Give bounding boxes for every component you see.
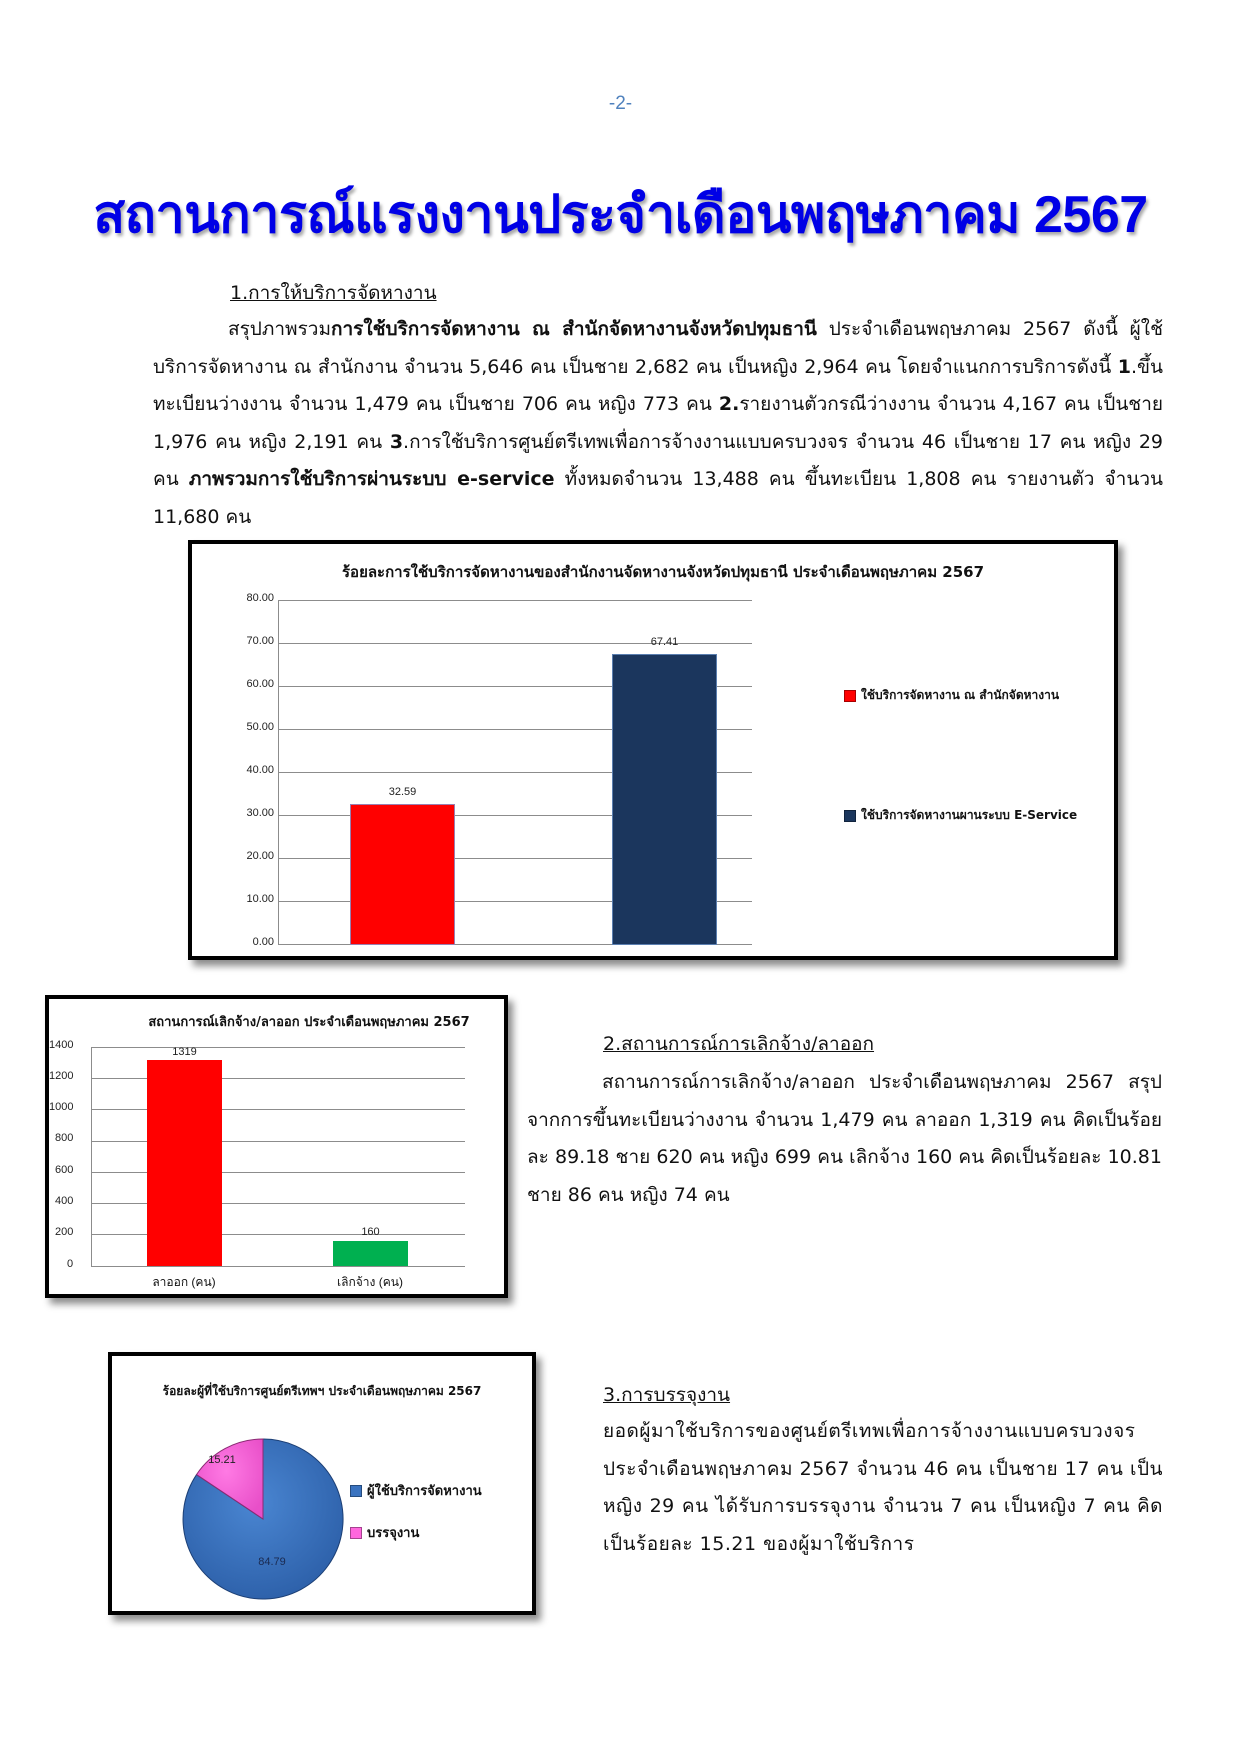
chart1-ytick: 10.00 xyxy=(246,893,274,905)
chart2-ytick: 200 xyxy=(55,1226,74,1238)
legend-label: ใช้บริการจัดหางานผานระบบ E-Service xyxy=(861,808,1078,822)
chart2-ytick: 1200 xyxy=(49,1070,74,1082)
page-number: -2- xyxy=(608,93,633,114)
legend-swatch-blue xyxy=(350,1485,362,1497)
chart1-ytick: 30.00 xyxy=(246,807,274,819)
section1-num2: 2. xyxy=(718,393,740,415)
section1-heading: 1.การให้บริการจัดหางาน xyxy=(230,282,437,304)
chart1-bar-label: 32.59 xyxy=(388,786,417,798)
chart1-ytick: 20.00 xyxy=(246,850,274,862)
chart3-title: ร้อยละผู้ที่ใช้บริการศูนย์ตรีเทพฯ ประจำเดือนพฤษภาคม 2567 xyxy=(162,1384,482,1398)
section1-text: .การใช้บริการศูนย์ตรีเทพเพื่อการจ้างงานแบบครบวงจร จำนวน 46 เป็นชาย 17 คน หญิง 29 คน xyxy=(153,430,1163,490)
legend-label: ผู้ใช้บริการจัดหางาน xyxy=(367,1484,482,1499)
chart1-y-axis xyxy=(278,600,279,945)
chart1-ytick: 40.00 xyxy=(246,764,274,776)
section1-bold-office: การใช้บริการจัดหางาน ณ สำนักจัดหางานจังหวัดปทุมธานี xyxy=(330,318,817,340)
chart1-bar-office xyxy=(350,804,455,945)
section1-text: รายงานตัวกรณีว่างงาน จำนวน 4,167 คน เป็นชาย 1,976 คน หญิง 2,191 คน xyxy=(153,393,1164,453)
chart-placement-pie xyxy=(108,1352,536,1615)
chart2-bar-terminate xyxy=(333,1241,408,1266)
chart2-xlabel: เลิกจ้าง (คน) xyxy=(337,1275,403,1289)
chart1-bar-label: 67.41 xyxy=(650,636,679,648)
chart1-title: ร้อยละการใช้บริการจัดหางานของสำนักงานจัดหางานจังหวัดปทุมธานี ประจำเดือนพฤษภาคม 2567 xyxy=(342,563,985,581)
section2-text: สรุปจากการขึ้นทะเบียนว่างงาน จำนวน 1,479 คน ลาออก 1,319 คน คิดเป็นร้อยละ 89.18 ชาย 620 คน หญิง 699 คน เลิกจ้าง 160 คน คิดเป็นร้อยละ 10.81 ชาย 86 คน หญิง 74 คน xyxy=(527,1071,1162,1206)
chart2-title: สถานการณ์เลิกจ้าง/ลาออก ประจำเดือนพฤษภาคม 2567 xyxy=(148,1015,470,1030)
section1-text: .ขึ้นทะเบียนว่างงาน จำนวน 1,479 คน เป็นชาย 706 คน หญิง 773 คน xyxy=(153,355,1163,415)
chart2-bar-resign xyxy=(147,1060,222,1266)
legend-label: ใช้บริการจัดหางาน ณ สำนักจัดหางาน xyxy=(861,688,1060,702)
page-title: สถานการณ์แรงงานประจำเดือนพฤษภาคม 2567 xyxy=(93,186,1148,244)
chart1-gridline xyxy=(278,600,752,601)
chart1-ytick: 0.00 xyxy=(252,936,274,948)
chart2-bar-label: 1319 xyxy=(172,1046,197,1058)
chart1-ytick: 60.00 xyxy=(246,678,274,690)
chart2-ytick: 1400 xyxy=(49,1039,74,1051)
section3-heading: 3.การบรรจุงาน xyxy=(603,1384,731,1406)
legend-swatch-pink xyxy=(350,1527,362,1539)
chart1-legend-office xyxy=(844,686,1059,705)
chart2-ytick: 400 xyxy=(55,1195,74,1207)
chart2-xlabel: ลาออก (คน) xyxy=(152,1275,216,1289)
legend-swatch-navy xyxy=(844,810,856,822)
chart2-bar-label: 160 xyxy=(361,1226,380,1238)
chart3-label-placed: 15.21 xyxy=(208,1454,236,1466)
section1-text: ทั้งหมดจำนวน 13,488 คน ขึ้นทะเบียน 1,808 คน รายงานตัว จำนวน 11,680 คน xyxy=(153,468,1163,528)
section1-text: ประจำเดือนพฤษภาคม 2567 ดังนี้ ผู้ใช้บริการจัดหางาน ณ สำนักงาน จำนวน 5,646 คน เป็นชาย 2,682 คน เป็นหญิง 2,964 คน โดยจำแนกการบริการดังนี้ xyxy=(153,318,1163,378)
section1-num1: 1 xyxy=(1117,355,1131,378)
section2-paragraph xyxy=(527,1064,1162,1214)
chart2-ytick: 800 xyxy=(55,1132,74,1144)
chart3-legend-placed xyxy=(350,1522,419,1543)
chart2-gridline xyxy=(91,1266,465,1267)
chart1-legend-eservice xyxy=(844,806,1077,825)
chart2-ytick: 600 xyxy=(55,1164,74,1176)
chart-termination xyxy=(45,995,508,1298)
legend-swatch-red xyxy=(844,690,856,702)
chart3-legend-users xyxy=(350,1480,482,1501)
section3-paragraph: ยอดผู้มาใช้บริการของศูนย์ตรีเทพเพื่อการจ้างงานแบบครบวงจร ประจำเดือนพฤษภาคม 2567 จำนวน 46 คน เป็นชาย 17 คน เป็นหญิง 29 คน ได้รับการบรรจุงาน จำนวน 7 คน เป็นหญิง 7 คน คิดเป็นร้อยละ 15.21 ของผู้มาใช้บริการ xyxy=(603,1420,1163,1555)
chart1-bar-eservice xyxy=(612,654,717,945)
section1-bold-eservice: ภาพรวมการใช้บริการผ่านระบบ e-service xyxy=(188,468,555,490)
section2-text: สถานการณ์การเลิกจ้าง/ลาออก ประจำเดือนพฤษภาคม 2567 xyxy=(602,1071,1114,1093)
chart2-y-axis xyxy=(91,1047,92,1267)
chart1-ytick: 50.00 xyxy=(246,721,274,733)
section1-intro: สรุปภาพรวม xyxy=(228,318,331,340)
legend-label: บรรจุงาน xyxy=(367,1526,420,1541)
chart1-ytick: 70.00 xyxy=(246,635,274,647)
chart1-ytick: 80.00 xyxy=(246,592,274,604)
section2-heading: 2.สถานการณ์การเลิกจ้าง/ลาออก xyxy=(603,1033,875,1055)
section1-num3: 3 xyxy=(389,430,404,453)
section1-paragraph xyxy=(153,311,1163,536)
chart2-ytick: 0 xyxy=(67,1258,74,1270)
chart-service-percentage xyxy=(188,540,1118,960)
chart3-label-users: 84.79 xyxy=(258,1556,286,1568)
chart2-ytick: 1000 xyxy=(49,1101,74,1113)
